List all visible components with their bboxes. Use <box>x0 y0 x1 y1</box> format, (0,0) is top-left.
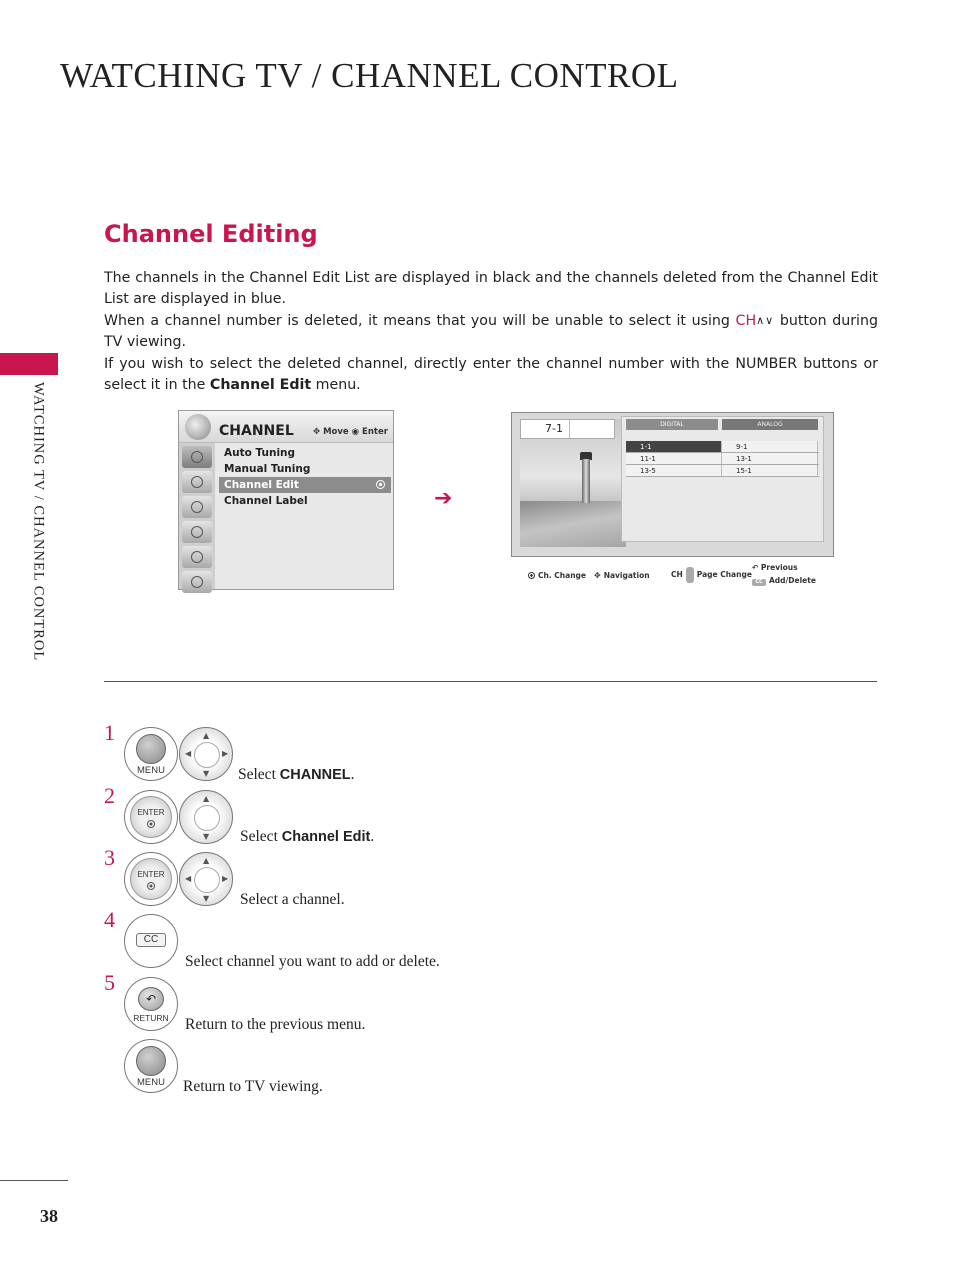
navigation-icon: ✥ <box>594 571 601 580</box>
legend-page-change: CH Page Change <box>671 567 752 583</box>
page-number: 38 <box>40 1206 58 1226</box>
intro-paragraph-1: The channels in the Channel Edit List are displayed in black and the channels deleted from the Channel Edit List are displayed in blue. <box>104 270 878 307</box>
table-row <box>626 453 819 465</box>
cc-button-icon: CC <box>752 579 766 586</box>
right-arrow-icon: ➔ <box>434 486 453 511</box>
channel-edit-legend <box>526 563 826 589</box>
enter-dot-icon <box>528 572 535 579</box>
menu-button[interactable]: MENU <box>124 1039 178 1093</box>
menu-category-icons <box>179 443 215 589</box>
current-channel-number: 7-1 <box>545 422 563 435</box>
channel-cell[interactable]: 9-1 <box>722 441 818 452</box>
intro-text <box>104 268 878 397</box>
ch-label: CH <box>735 313 757 329</box>
current-channel-box <box>520 419 615 439</box>
channel-menu-screen <box>178 410 394 590</box>
legend-previous: ↶ Previous <box>752 563 798 572</box>
cc-button[interactable]: CC <box>124 914 178 968</box>
navigation-dpad[interactable]: ▲ ▼ ◀ ▶ <box>179 852 233 906</box>
menu-title: CHANNEL <box>219 423 294 439</box>
menu-item-auto-tuning[interactable]: Auto Tuning <box>224 447 296 459</box>
channel-category-icon[interactable] <box>182 446 212 468</box>
menu-item-channel-label[interactable]: Channel Label <box>224 495 308 507</box>
step-instruction: Return to the previous menu. <box>185 1016 366 1033</box>
picture-category-icon[interactable] <box>182 471 212 493</box>
channel-cell[interactable]: 1-1 <box>626 441 722 452</box>
step-number: 5 <box>104 970 115 995</box>
legend-navigation: ✥ Navigation <box>594 571 650 580</box>
step-instruction: Select Channel Edit. <box>240 828 375 845</box>
time-category-icon[interactable] <box>182 521 212 543</box>
step-number: 1 <box>104 720 115 745</box>
navigation-dpad[interactable]: ▲ ▼ <box>179 790 233 844</box>
legend-add-delete: CC Add/Delete <box>752 576 816 586</box>
channel-cell[interactable]: 13-5 <box>626 465 722 476</box>
step-instruction: Return to TV viewing. <box>183 1078 323 1095</box>
legend-ch-change: Ch. Change <box>528 571 586 580</box>
navigation-dpad[interactable]: ▲ ▼ ◀ ▶ <box>179 727 233 781</box>
channel-edit-list <box>621 416 824 542</box>
table-row <box>626 465 819 477</box>
channel-cell[interactable]: 13-1 <box>722 453 818 464</box>
page-title: WATCHING TV / CHANNEL CONTROL <box>60 56 679 95</box>
enter-button[interactable]: ENTER <box>124 790 178 844</box>
step-number: 3 <box>104 845 115 870</box>
footer-rule <box>0 1180 68 1181</box>
channel-tabs <box>622 417 823 431</box>
channel-cell[interactable]: 11-1 <box>626 453 722 464</box>
step-instruction: Select CHANNEL. <box>238 766 355 783</box>
tab-analog[interactable]: ANALOG <box>722 419 818 430</box>
lock-category-icon[interactable] <box>182 571 212 593</box>
return-button[interactable]: ↶ RETURN <box>124 977 178 1031</box>
ch-arrows-icon: ∧∨ <box>756 314 775 327</box>
move-enter-hint: ✥ Move ◉ Enter <box>313 427 388 437</box>
table-row <box>626 441 819 453</box>
tab-digital[interactable]: DIGITAL <box>626 419 718 430</box>
side-section-label: WATCHING TV / CHANNEL CONTROL <box>30 382 47 662</box>
menu-list <box>219 445 391 509</box>
intro-paragraph-3: If you wish to select the deleted channel, directly enter the channel number with the NUMBER buttons or select it in the Channel Edit menu. <box>104 356 878 393</box>
ch-rocker-icon <box>686 567 694 583</box>
enter-button[interactable]: ENTER <box>124 852 178 906</box>
intro-paragraph-2: When a channel number is deleted, it means that you will be unable to select it using CH∧∨ button during TV viewing. <box>104 313 878 350</box>
step-instruction: Select channel you want to add or delete. <box>185 953 440 970</box>
return-icon: ↶ <box>752 563 761 572</box>
section-title: Channel Editing <box>104 220 318 248</box>
menu-item-manual-tuning[interactable]: Manual Tuning <box>224 463 311 475</box>
step-number: 2 <box>104 783 115 808</box>
return-icon: ↶ <box>138 987 164 1011</box>
step-number: 4 <box>104 907 115 932</box>
option-category-icon[interactable] <box>182 546 212 568</box>
menu-button[interactable]: MENU <box>124 727 178 781</box>
audio-category-icon[interactable] <box>182 496 212 518</box>
channel-grid <box>626 441 819 477</box>
channel-logo-icon <box>185 414 211 440</box>
menu-item-channel-edit[interactable]: Channel Edit <box>219 477 391 493</box>
step-instruction: Select a channel. <box>240 891 345 908</box>
section-divider <box>104 681 877 682</box>
side-tab-accent <box>0 353 58 375</box>
channel-cell[interactable]: 15-1 <box>722 465 818 476</box>
menu-header <box>179 411 393 443</box>
